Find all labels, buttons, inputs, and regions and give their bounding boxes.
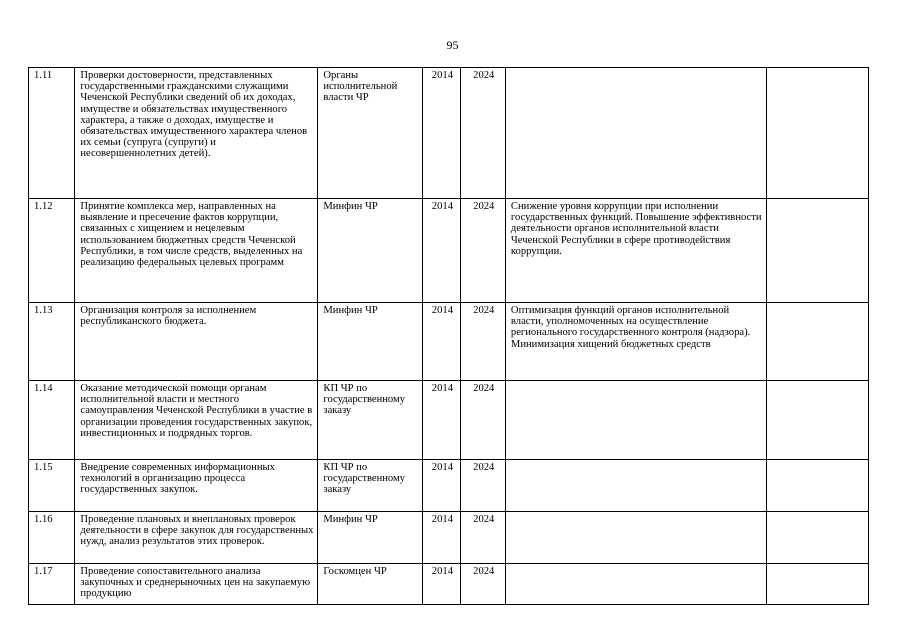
- measure-executor: Госкомцен ЧР: [318, 564, 423, 605]
- expected-result: [505, 68, 766, 199]
- measure-description: Оказание методической помощи органам исполнительной власти и местного самоуправления Чеченской Республики в участие в организации проведения государственных закупок, инвестиционных и подрядных торгов.: [75, 381, 318, 460]
- table-row: [29, 460, 869, 512]
- start-year: 2014: [423, 512, 460, 564]
- row-number: 1.17: [29, 564, 75, 605]
- measure-executor: Минфин ЧР: [318, 199, 423, 303]
- measure-executor: КП ЧР по государственному заказу: [318, 460, 423, 512]
- table-row: [29, 68, 869, 199]
- measure-executor: Минфин ЧР: [318, 512, 423, 564]
- table-row: [29, 199, 869, 303]
- expected-result: [505, 381, 766, 460]
- measure-description: Внедрение современных информационных технологий в организацию процесса государственных закупок.: [75, 460, 318, 512]
- expected-result: [505, 564, 766, 605]
- extra-cell: [767, 460, 869, 512]
- start-year: 2014: [423, 68, 460, 199]
- end-year: 2024: [460, 303, 505, 381]
- table-row: [29, 381, 869, 460]
- table-row: [29, 564, 869, 605]
- expected-result: [505, 512, 766, 564]
- extra-cell: [767, 68, 869, 199]
- start-year: 2014: [423, 199, 460, 303]
- row-number: 1.12: [29, 199, 75, 303]
- expected-result: [505, 460, 766, 512]
- row-number: 1.13: [29, 303, 75, 381]
- measure-description: Проверки достоверности, представленных государственными гражданскими служащими Чеченской Республики сведений об их доходах, имуществе и обязательствах имущественного характера, а также о доходах, имуществе и обязательствах имущественного характера членов их семьи (супруга (супруги) и несовершеннолетних детей).: [75, 68, 318, 199]
- start-year: 2014: [423, 460, 460, 512]
- expected-result: Снижение уровня коррупции при исполнении государственных функций. Повышение эффективности деятельности органов исполнительной власти Чеченской Республики в сфере противодействия коррупции.: [505, 199, 766, 303]
- measures-table: [28, 67, 869, 605]
- extra-cell: [767, 303, 869, 381]
- extra-cell: [767, 381, 869, 460]
- page-number: 95: [446, 38, 459, 52]
- measure-executor: Минфин ЧР: [318, 303, 423, 381]
- table-row: [29, 512, 869, 564]
- extra-cell: [767, 564, 869, 605]
- row-number: 1.11: [29, 68, 75, 199]
- end-year: 2024: [460, 199, 505, 303]
- measure-executor: Органы исполнительной власти ЧР: [318, 68, 423, 199]
- row-number: 1.16: [29, 512, 75, 564]
- end-year: 2024: [460, 68, 505, 199]
- table-row: [29, 303, 869, 381]
- start-year: 2014: [423, 564, 460, 605]
- extra-cell: [767, 199, 869, 303]
- start-year: 2014: [423, 381, 460, 460]
- end-year: 2024: [460, 564, 505, 605]
- end-year: 2024: [460, 381, 505, 460]
- measure-executor: КП ЧР по государственному заказу: [318, 381, 423, 460]
- row-number: 1.14: [29, 381, 75, 460]
- end-year: 2024: [460, 460, 505, 512]
- expected-result: Оптимизация функций органов исполнительной власти, уполномоченных на осуществление регионального государственного контроля (надзора). Минимизация хищений бюджетных средств: [505, 303, 766, 381]
- measure-description: Проведение плановых и внеплановых проверок деятельности в сфере закупок для государственных нужд, анализ результатов этих проверок.: [75, 512, 318, 564]
- measure-description: Принятие комплекса мер, направленных на выявление и пресечение фактов коррупции, связанных с хищением и нецелевым использованием бюджетных средств Чеченской Республики, в том числе средств, выделенных на реализацию федеральных целевых программ: [75, 199, 318, 303]
- end-year: 2024: [460, 512, 505, 564]
- row-number: 1.15: [29, 460, 75, 512]
- start-year: 2014: [423, 303, 460, 381]
- extra-cell: [767, 512, 869, 564]
- measure-description: Проведение сопоставительного анализа закупочных и среднерыночных цен на закупаемую продукцию: [75, 564, 318, 605]
- measure-description: Организация контроля за исполнением республиканского бюджета.: [75, 303, 318, 381]
